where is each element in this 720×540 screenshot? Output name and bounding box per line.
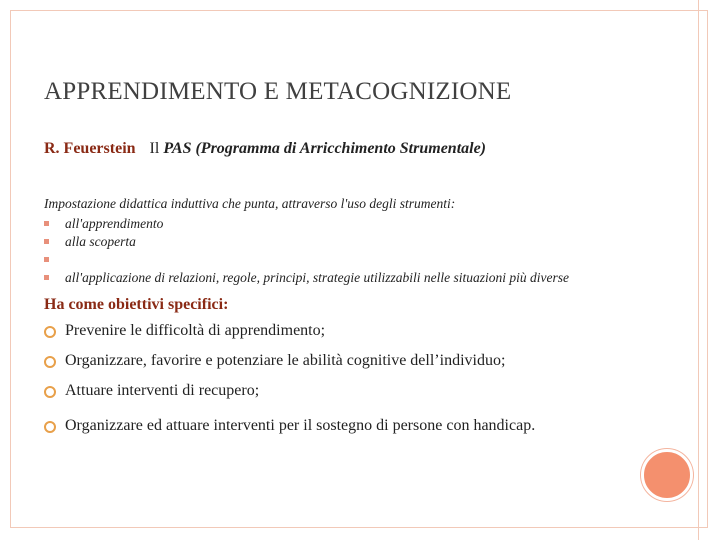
ring-bullet-icon xyxy=(44,421,56,433)
list-item xyxy=(44,269,569,287)
objectives-list xyxy=(44,319,535,438)
intro-text: Impostazione didattica induttiva che punta, attraverso l'uso degli strumenti: xyxy=(44,196,456,211)
decorative-circle xyxy=(641,449,693,501)
list-item xyxy=(44,414,535,438)
objective-text: Prevenire le difficoltà di apprendimento; xyxy=(65,322,326,339)
list-item xyxy=(44,379,535,403)
list-item xyxy=(44,233,569,251)
author-name: R. Feuerstein xyxy=(44,140,136,157)
pas-line xyxy=(150,140,486,157)
pas-title: PAS (Programma di Arricchimento Strumentale) xyxy=(163,140,487,157)
list-item xyxy=(44,319,535,343)
square-bullet-icon xyxy=(44,275,49,280)
ring-bullet-icon xyxy=(44,356,56,368)
objective-text: Organizzare, favorire e potenziare le abilità cognitive dell’individuo; xyxy=(65,352,506,369)
objectives-heading: Ha come obiettivi specifici: xyxy=(44,296,229,313)
frame-side-line xyxy=(698,0,699,540)
sub-item-list xyxy=(44,215,569,287)
sub-item-text: alla scoperta xyxy=(65,234,136,249)
pas-prefix: Il xyxy=(149,140,164,157)
ring-bullet-icon xyxy=(44,386,56,398)
author-line xyxy=(44,140,486,158)
list-item xyxy=(44,251,569,269)
list-item xyxy=(44,215,569,233)
square-bullet-icon xyxy=(44,221,49,226)
ring-bullet-icon xyxy=(44,326,56,338)
square-bullet-icon xyxy=(44,239,49,244)
square-bullet-icon xyxy=(44,257,49,262)
slide-title: APPRENDIMENTO E METACOGNIZIONE xyxy=(44,78,512,105)
list-item xyxy=(44,349,535,373)
objective-text: Attuare interventi di recupero; xyxy=(65,382,260,399)
objective-text: Organizzare ed attuare interventi per il sostegno di persone con handicap. xyxy=(65,417,536,434)
sub-item-text: all'apprendimento xyxy=(65,216,164,231)
sub-item-text: all'applicazione di relazioni, regole, principi, strategie utilizzabili nelle situazioni più diverse xyxy=(65,270,569,285)
